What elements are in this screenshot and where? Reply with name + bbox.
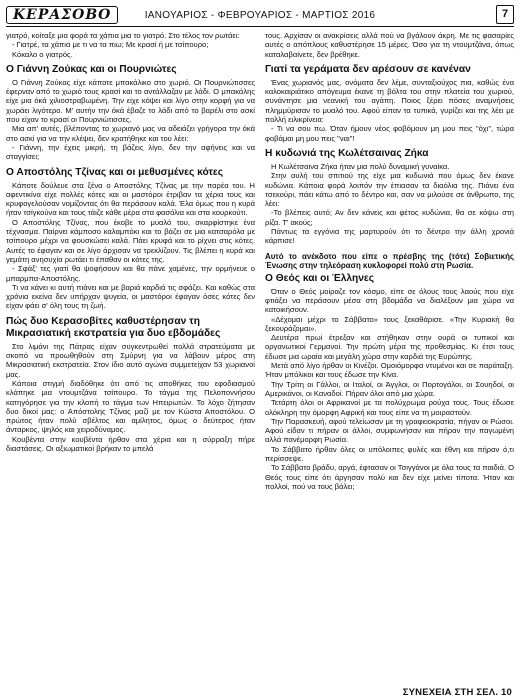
article-title: Ο Θεός και οι Έλληνες: [265, 272, 375, 284]
paragraph: Δευτέρα πρωί έτρεξαν και στήθηκαν στην ουρά οι τυπικοί και οργανωτικοί Γερμανοί. Την πρώτη μέρα της προθεσμίας. Κι έτσι τους έδωσε μια ωραία και μεγάλη χώρα στην καρδιά της Ευρώπης.: [265, 333, 514, 361]
paragraph: Τετάρτη όλοι οι Αφρικανοί με τα πολύχρωμα ρούχα τους. Τους έδωσε ολόκληρη την όμορφη Αφρική και τους είπε να τη μοιραστούν.: [265, 398, 514, 417]
paragraph: γιατρό, κοίταξε μια φορά τα χάπια μια το γιατρό. Στο τέλος τον ρωτάει:: [6, 31, 240, 40]
paragraph: Στο λιμάνι της Πάτρας είχαν συγκεντρωθεί πολλά στρατεύματα με σκοπό να προωθηθούν στη Σμύρνη για να λάβουν μέρος στη Μικρασιατική εκστρατεία. Στον ίδιο αυτό αγώνα συμμετείχαν 53 χωριανοί μας.: [6, 341, 255, 379]
article-title: Ο Αποστόλης Τζίνας και οι μεθυσμένες κότες: [6, 166, 224, 178]
paragraph: Κόκαλο ο γιατρός.: [12, 49, 73, 59]
paragraph: Ένας χωριανός μας, ονόματα δεν λέμε, συνταξιούχος πια, καθώς ένα καλοκαιριάτικο απόγευμα έκανε τη βόλτα του στην πλατεία του χωριού, συνάντησε μια νεανική του αγάπη. Ποιος ξέρει πόσες αναμνήσεις πλημμύρισαν το μυαλό του. Αφού είπαν τα τυπικά, γυρίζει και της λέει με πολλή ειλικρίνεια:: [265, 77, 514, 125]
page-header: [6, 4, 514, 27]
paragraph: «Δέχομαι μέχρι το Σάββατο» τους ξεκαθάρισε. «Την Κυριακή θα ξεκουράζομαι».: [265, 314, 514, 333]
article-title: Η κυδωνιά της Κωλέτσαινας Ζήκα: [265, 147, 429, 159]
paragraph: τους. Αρχίσαν οι ανακρίσεις αλλά πού να βγάλουν άκρη. Με τις φασαρίες αυτές ο απόπλους καθυστέρησε 15 μέρες. Όσο για τη ντουμτζάνα, όπως καταλαβαίνετε, δεν βρέθηκε.: [265, 31, 514, 59]
paragraph: Κάποτε δούλευε στα ξένα ο Αποστόλης Τζίνας με την παρέα του. Η αφεντικίνα είχε πολλές κότες και οι μαστόροι έτριβαν τα χέρια τους και κρυφογελούσαν νομίζοντας ότι θα περάσουν καλά. Έλα όμως που η κυρά ήταν τσίγκούνα και τους τάιζε κάθε μέρα στα φασόλια και στα κουρκούτι.: [6, 180, 255, 218]
article-title: Πώς δυο Κερασοβίτες καθυστέρησαν τη Μικρασιατική εκστρατεία για δυο εβδομάδες: [6, 315, 221, 339]
right-column: [265, 31, 514, 491]
paragraph: - Τι να σου πω. Όταν ήμουν νέος φοβόμουν μη μου πεις "όχι", τώρα φοβάμαι μη μου πεις "ναι"!: [265, 124, 514, 143]
paragraph: Μια απ' αυτές, βλέποντας το χωριανό μας να αδειάζει γρήγορα την όκά στο ασκί για να την κλέψει, δεν κρατήθηκε και του λέει:: [6, 124, 255, 143]
page-number: 7: [496, 5, 514, 24]
paragraph: Ο Γιάννη Ζούκας είχε κάποτε μπακάλικο στο χωριό. Οι Πουρνιώτισσες έφερναν από το χωριό τους κρασί και το αντάλλαζαν με λάδι. Ο μπακάλης είχε μια όκά χιλιοστραβωμένη. Την είχε κόψει και λίγο στην κορφή για να χωράει λιγότερο. Μ' αυτήν την όκά έβαζε το λάδι από το βαρέλι στο ασκί που είχαν το κρασί οι Πουρνιώτισσες.: [6, 77, 255, 125]
paragraph: Κουβέντα στην κουβέντα ήρθαν στα χέρια και η σύρραξη πήρε διαστάσεις. Οι αξιωματικοί βρήκαν το μπελά: [6, 434, 255, 453]
paragraph: Στην αυλή του σπιτιού της είχε μια κυδωνιά που όμως δεν έκανε κυδώνια. Κάποια φορά λοιπόν την έπιασαν τα διαόλια της. Πιάνει ένα τσεκούρι, πάει κάτω από το δέντρο και, σαν να μιλούσε σε άνθρωπο, της λέει:: [265, 171, 514, 209]
article-title: Ο Γιάννη Ζούκας και οι Πουρνιώτες: [6, 63, 177, 75]
paragraph: Την Παρασκευή, αφού τελείωσαν με τη γραφειοκρατία, πήγαν οι Ρώσοι. Αφού είδαν τι πήραν οι άλλοι, συμφωνήσαν και πήραν την παγωμένη αλλά πανέμορφη Ρωσία.: [265, 416, 514, 445]
paragraph: Μετά από λίγο ήρθαν οι Κινέζοι. Ομοιόμορφα ντυμένοι και σε παράταξη. Ήταν μπόλικοι και τους έδωσε την Κίνα.: [265, 361, 514, 380]
paragraph: Όταν ο Θεός μοίραζε τον κόσμο, είπε σε όλους τους λαούς που είχε φτιάξει να περάσουν μέσα στη βδομάδα να διαλέξουν μια χώρα να κατοικήσουν.: [265, 286, 514, 315]
anecdote-intro: Αυτό το ανέκδοτο που είπε ο πρέσβης της (τότε) Σοβιετικής Ένωσης στην τηλεόραση κυκλοφορεί πολύ στη Ρωσία.: [265, 251, 514, 271]
paragraph: Το Σάββατο βράδυ, αργά, έφτασαν οι Τσιγγάνοι με όλα τους τα παιδιά. Ο Θεός τους είπε ότι άργησαν πολύ και δεν είχε μείνει τίποτα. Ήταν και πολλοί, πού να τους βάλει;: [265, 463, 514, 491]
paragraph: Την Τρίτη οι Γάλλοι, οι Ιταλοί, οι Άγγλοι, οι Πορτογάλοι, οι Σουηδοί, οι Αμερικάνοι, οι Καναδοί. Πήραν όλοι από μια χώρα.: [265, 379, 514, 398]
paragraph: - Σφάξ' τες γιατί θα ψοφήσουν και θα πάνε χαμένες, την ορμήνευε ο μπαρμπα-Αποστόλης.: [6, 264, 255, 283]
paragraph: Πάντως τα εγγόνια της μαρτυρούν ότι το δέντρο την άλλη χρονιά κάρπισε!: [265, 227, 514, 246]
paragraph: Κάποια στιγμή διαδόθηκε ότι από τις αποθήκες του εφοδιασμού κλάπηκε μια ντουμτζάνα τσίπουρο. Το τάγμα της Πελοποννήσου κατηγόρησε για την κλοπή το τάγμα των Ηπειρωτών. Το λόχο ζήτησαν δυο δικοί μας: ο Απόστολης Τζίνας μαζί με τον Κώστα Αποστόλου. Ο πρώτος ήταν πολύ σβέλτος και αμίλητος, όμως ο δεύτερος ήταν άνταρκος, ψηλός και χειροδύναμος.: [6, 378, 255, 435]
paragraph: Η Κωλέτσαινα Ζήκα ήταν μια πολύ δυναμική γυναίκα.: [271, 161, 450, 171]
paragraph: - Γιάννη, την έχεις μικρή, τη βάζεις λίγο, δεν την αφήνεις και να σταγγίσει;: [6, 142, 255, 162]
paragraph: Τι να κάνει κι αυτή πιάνει και με βαριά καρδιά τις σφάζει. Και καθώς στα χρόνια εκείνα δεν υπήρχαν ψυγεία, οι μαστόροι έφαγαν όσες κότες δεν είχαν φάει σ' όλη τους τη ζωή.: [6, 282, 255, 311]
paragraph: - Γιατρέ, τα χάπια με τι να τα πιω; Με κρασί ή με τσίπουρο;: [12, 40, 209, 50]
columns: [6, 31, 514, 491]
paragraph: Το Σάββατο ήρθαν όλες οι υπόλοιπες φυλές και έθνη και πήραν ό,τι περίσσεψε.: [265, 444, 514, 463]
continuation-note: ΣΥΝΕΧΕΙΑ ΣΤΗ ΣΕΛ. 10: [402, 687, 512, 698]
paragraph: Ο Αποστόλης Τζίνας, που έκοβε το μυαλό του, σκαρφίστηκε ένα τέχνασμα. Παίρνει κάμποσο καλαμπόκι και το βάζει σε μια κατσαρόλα με τσίπουρο μέχρι να φουσκώσει καλά. Πάει κρυφά και το ρίχνει στις κότες. Αυτές το έφαγαν και σε λίγο άρχισαν να τρεκλίζουν. Τις βλέπει η κυρά και γεμάτη ανησυχία ρωτάει τι έπαθαν οι κότες της.: [6, 217, 255, 264]
article-title: Γιατί τα γεράματα δεν αρέσουν σε κανέναν: [265, 63, 471, 75]
newspaper-logo: ΚΕΡΑΣΟΒΟ: [6, 6, 118, 24]
paragraph: -Το βλέπεις αυτό; Αν δεν κάνεις και φέτος κυδώνια, θα σε κόψω στη ρίζα. Τ' ακούς;: [265, 208, 514, 227]
left-column: [6, 31, 255, 491]
issue-date: ΙΑΝΟΥΑΡΙΟΣ - ΦΕΒΡΟΥΑΡΙΟΣ - ΜΑΡΤΙΟΣ 2016: [144, 9, 376, 21]
